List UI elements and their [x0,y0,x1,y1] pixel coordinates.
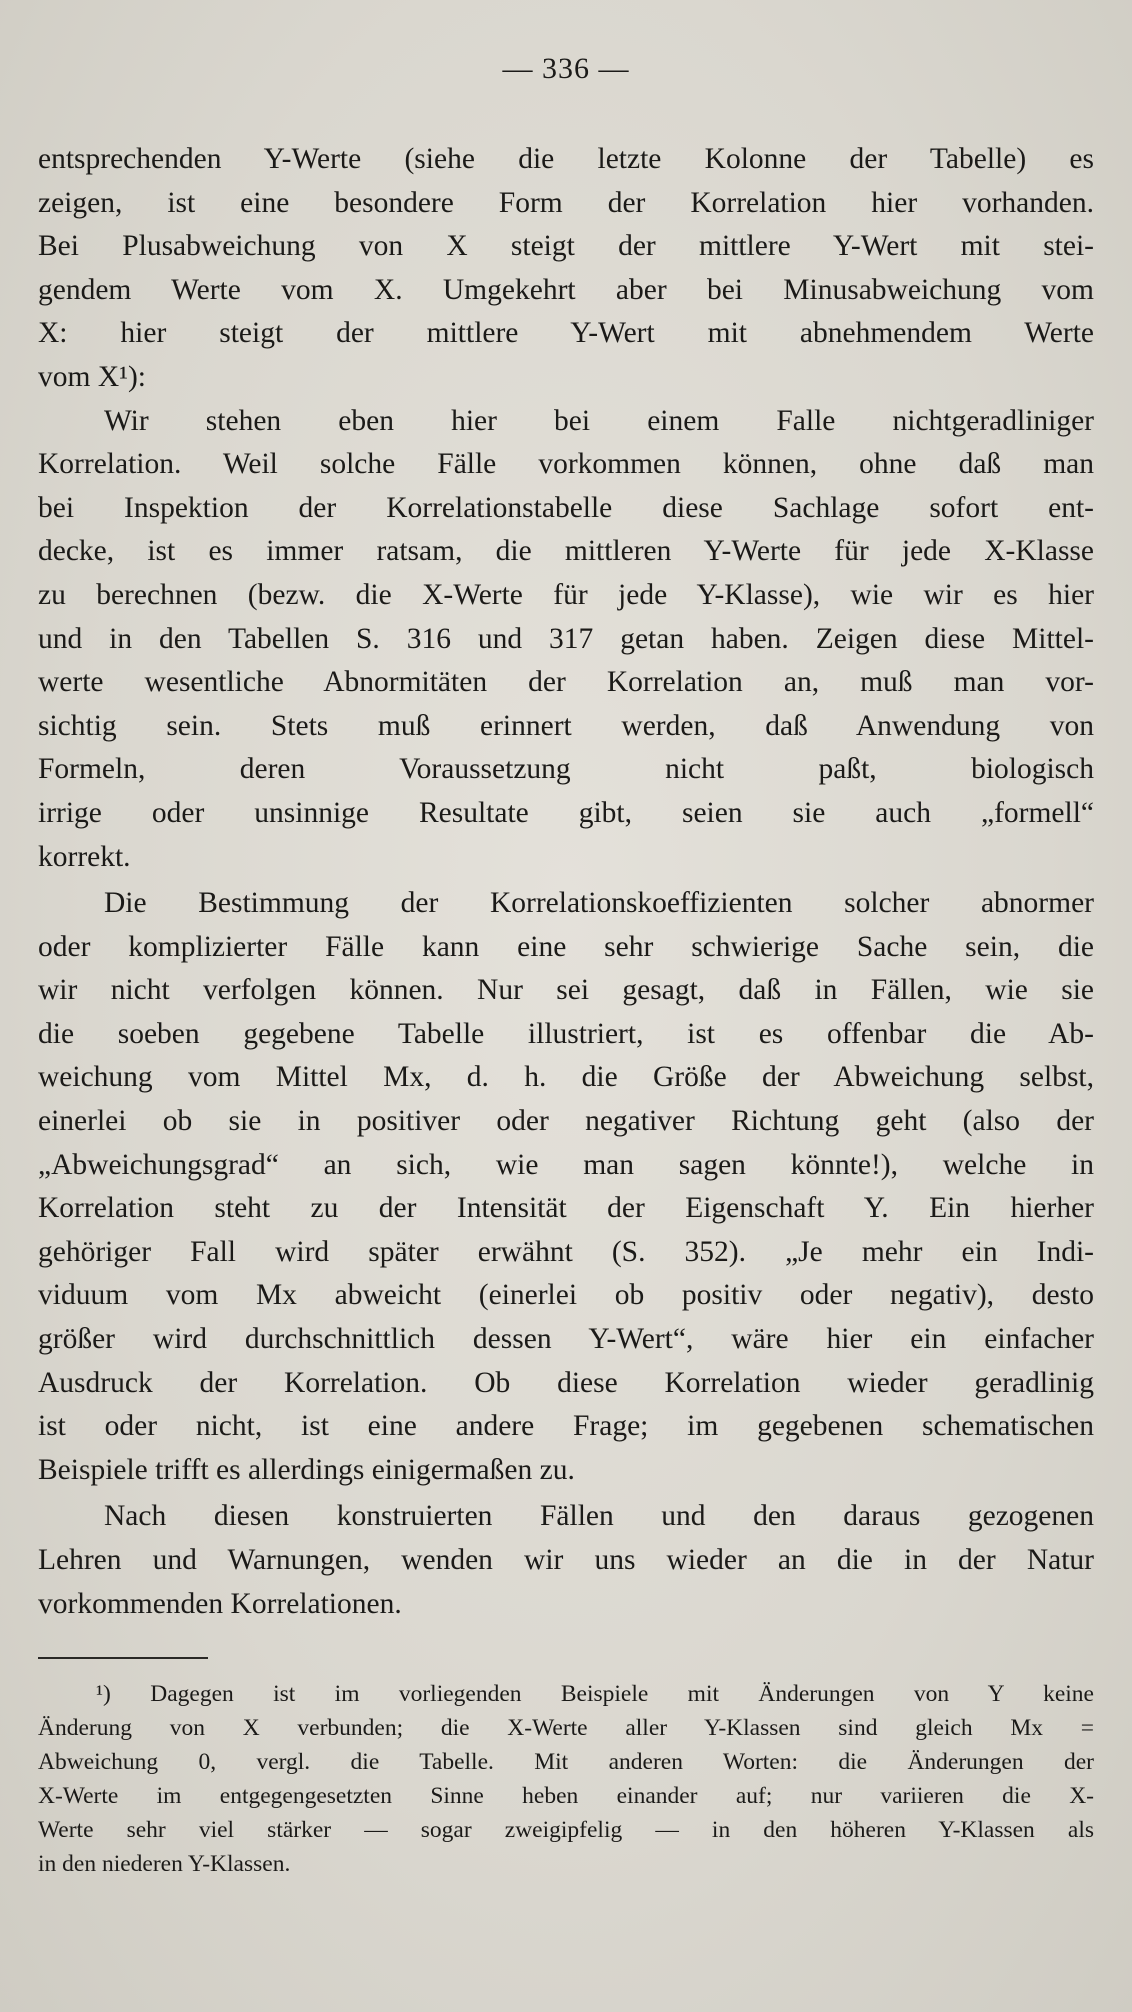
paragraph-4 [38,1495,1094,1626]
paragraph-3 [38,882,1094,1492]
text-line: und in den Tabellen S. 316 und 317 getan haben. Zeigen diese Mittel- [38,622,1094,655]
text-line: decke, ist es immer ratsam, die mittleren Y-Werte für jede X-Klasse [38,535,1094,568]
footnote-rule [38,1657,208,1659]
text-line: einerlei ob sie in positiver oder negativer Richtung geht (also der [38,1105,1094,1138]
footnote-line: in den niederen Y-Klassen. [38,1851,291,1877]
footnote-line: Abweichung 0, vergl. die Tabelle. Mit anderen Worten: die Änderungen der [38,1749,1094,1775]
text-line: Nach diesen konstruierten Fällen und den daraus gezogenen [104,1500,1094,1533]
page-number: — 336 — [502,52,630,85]
text-line: Lehren und Warnungen, wenden wir uns wieder an die in der Natur [38,1544,1094,1576]
text-line: weichung vom Mittel Mx, d. h. die Größe der Abweichung selbst, [38,1061,1094,1094]
footnote [38,1677,1094,1881]
text-line: werte wesentliche Abnormitäten der Korrelation an, muß man vor- [38,666,1094,699]
text-line: ist oder nicht, ist eine andere Frage; im gegebenen schematischen [38,1410,1094,1443]
text-line: oder komplizierter Fälle kann eine sehr schwierige Sache sein, die [38,930,1094,963]
footnote-line: ¹) Dagegen ist im vorliegenden Beispiele mit Änderungen von Y keine [96,1681,1094,1707]
text-line: viduum vom Mx abweicht (einerlei ob positiv oder negativ), desto [38,1279,1094,1312]
text-line: korrekt. [38,840,131,873]
text-line: Ausdruck der Korrelation. Ob diese Korrelation wieder geradlinig [38,1366,1094,1399]
footnote-line: Änderung von X verbunden; die X-Werte aller Y-Klassen sind gleich Mx = [38,1715,1094,1741]
paragraph-1 [38,138,1094,400]
text-line: bei Inspektion der Korrelationstabelle diese Sachlage sofort ent- [38,491,1094,524]
text-line: wir nicht verfolgen können. Nur sei gesagt, daß in Fällen, wie sie [38,974,1094,1007]
text-line: Wir stehen eben hier bei einem Falle nichtgeradliniger [104,404,1094,437]
text-line: Die Bestimmung der Korrelationskoeffizienten solcher abnormer [104,887,1094,920]
footnote-line: X-Werte im entgegengesetzten Sinne heben einander auf; nur variieren die X- [38,1783,1094,1809]
text-line: gehöriger Fall wird später erwähnt (S. 352). „Je mehr ein Indi- [38,1235,1094,1268]
main-text [38,138,1094,1626]
text-line: Bei Plusabweichung von X steigt der mittlere Y-Wert mit stei- [38,230,1094,263]
text-line: Formeln, deren Voraussetzung nicht paßt, biologisch [38,753,1094,786]
text-line: zu berechnen (bezw. die X-Werte für jede Y-Klasse), wie wir es hier [38,578,1094,611]
text-line: Korrelation. Weil solche Fälle vorkommen können, ohne daß man [38,448,1094,481]
text-line: irrige oder unsinnige Resultate gibt, seien sie auch „formell“ [38,796,1094,829]
paragraph-2 [38,400,1094,880]
text-line: größer wird durchschnittlich dessen Y-Wert“, wäre hier ein einfacher [38,1323,1094,1356]
text-line: „Abweichungsgrad“ an sich, wie man sagen könnte!), welche in [38,1148,1094,1181]
text-line: Beispiele trifft es allerdings einigermaßen zu. [38,1453,575,1486]
text-line: vorkommenden Korrelationen. [38,1587,402,1620]
text-line: sichtig sein. Stets muß erinnert werden, daß Anwendung von [38,709,1094,742]
text-line: entsprechenden Y-Werte (siehe die letzte Kolonne der Tabelle) es [38,143,1094,175]
text-line: zeigen, ist eine besondere Form der Korrelation hier vorhanden. [38,186,1094,219]
text-line: vom X¹): [38,360,146,393]
text-line: die soeben gegebene Tabelle illustriert, ist es offenbar die Ab- [38,1017,1094,1050]
footnote-line: Werte sehr viel stärker — sogar zweigipfelig — in den höheren Y-Klassen als [38,1817,1094,1843]
text-line: gendem Werte vom X. Umgekehrt aber bei Minusabweichung vom [38,273,1094,306]
text-line: Korrelation steht zu der Intensität der Eigenschaft Y. Ein hierher [38,1192,1094,1225]
text-line: X: hier steigt der mittlere Y-Wert mit abnehmendem Werte [38,317,1094,350]
